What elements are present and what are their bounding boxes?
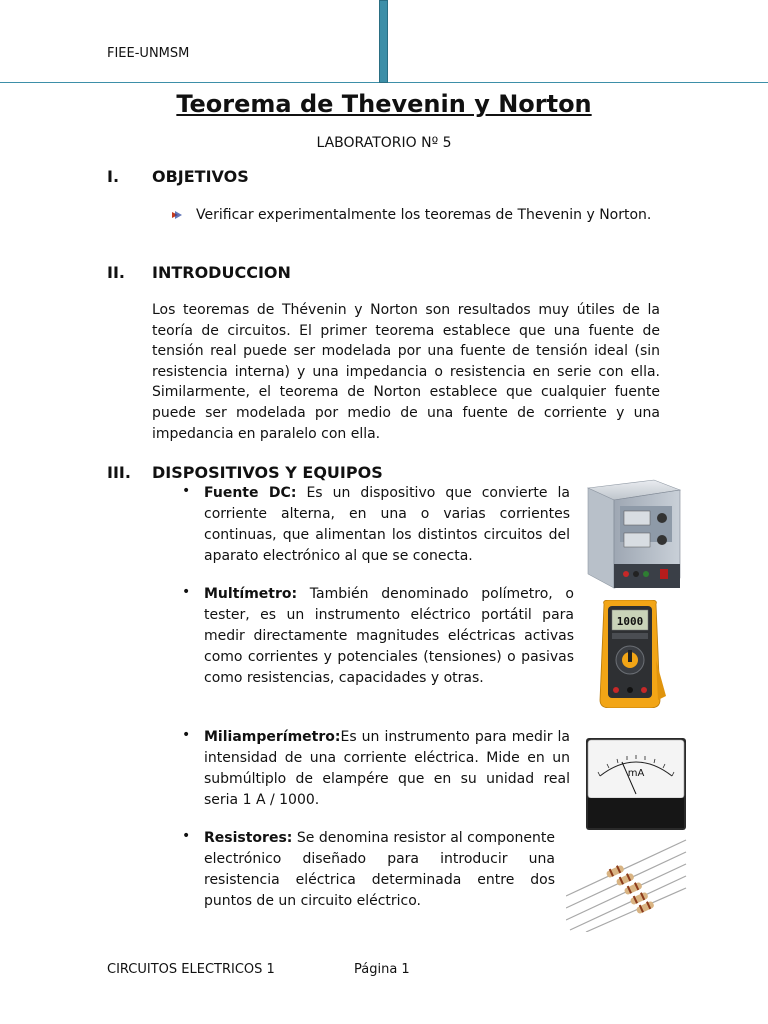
device-description: Es un instrumento para medir la intensidad de una corriente eléctrica. Mide en un submúltiplo de elampére que en su unidad real seria 1 A / 1000. bbox=[204, 729, 570, 808]
resistors-image bbox=[566, 836, 688, 932]
bullet-dot: • bbox=[182, 828, 191, 844]
objective-text: Verificar experimentalmente los teoremas de Thevenin y Norton. bbox=[196, 207, 652, 223]
bullet-dot: • bbox=[182, 727, 191, 743]
device-description: Se denomina resistor al componente electrónico diseñado para introducir una resistencia eléctrica determinada entre dos puntos de un circuito eléctrico. bbox=[204, 830, 555, 909]
device-name: Multímetro: bbox=[204, 586, 298, 602]
section-number-2: II. bbox=[107, 263, 125, 282]
multimeter-display-value: 1000 bbox=[616, 615, 644, 628]
section-number-3: III. bbox=[107, 463, 131, 482]
footer-page-number: Página 1 bbox=[354, 962, 410, 977]
header-accent-bar bbox=[379, 0, 388, 83]
bullet-dot: • bbox=[182, 483, 191, 499]
header-text: FIEE-UNMSM bbox=[107, 46, 190, 61]
bullet-dot: • bbox=[182, 584, 191, 600]
device-miliamperimetro bbox=[204, 727, 570, 811]
dc-power-supply-image bbox=[584, 478, 682, 590]
device-name: Miliamperímetro: bbox=[204, 729, 341, 745]
milliammeter-unit-label: mA bbox=[627, 768, 645, 779]
device-multimetro bbox=[204, 584, 574, 689]
section-number-1: I. bbox=[107, 167, 120, 186]
intro-paragraph: Los teoremas de Thévenin y Norton son resultados muy útiles de la teoría de circuitos. El primer teorema establece que una fuente de tensión real puede ser modelada por una fuente de tensión ideal (sin resistencia interna) y una impedancia o resistencia en serie con ella. Similarmente, el teorema de Norton establece que cualquier fuente puede ser modelada por medio de una fuente de corriente y una impedancia en paralelo con ella. bbox=[152, 302, 660, 442]
page-title: Teorema de Thevenin y Norton bbox=[176, 90, 592, 118]
device-fuente-dc bbox=[204, 483, 570, 567]
device-description: Es un dispositivo que convierte la corriente alterna, en una o varias corrientes continuas, que alimentan los distintos circuitos del aparato electrónico al que se conecta. bbox=[204, 485, 570, 564]
device-name: Fuente DC: bbox=[204, 485, 297, 501]
device-description: También denominado polímetro, o tester, es un instrumento eléctrico portátil para medir directamente magnitudes eléctricas activas como corrientes y potenciales (tensiones) o pasivas como resistencias, capacidades y otras. bbox=[204, 586, 574, 686]
device-resistores bbox=[204, 828, 555, 912]
device-name: Resistores: bbox=[204, 830, 293, 846]
section-title-objetivos: OBJETIVOS bbox=[152, 167, 249, 186]
footer-course: CIRCUITOS ELECTRICOS 1 bbox=[107, 962, 275, 977]
section-title-dispositivos: DISPOSITIVOS Y EQUIPOS bbox=[152, 463, 383, 482]
arrow-bullet-icon bbox=[172, 210, 182, 220]
page-subtitle: LABORATORIO Nº 5 bbox=[316, 135, 452, 151]
section-title-introduccion: INTRODUCCION bbox=[152, 263, 291, 282]
milliammeter-image bbox=[586, 738, 686, 830]
multimeter-image bbox=[596, 600, 666, 708]
